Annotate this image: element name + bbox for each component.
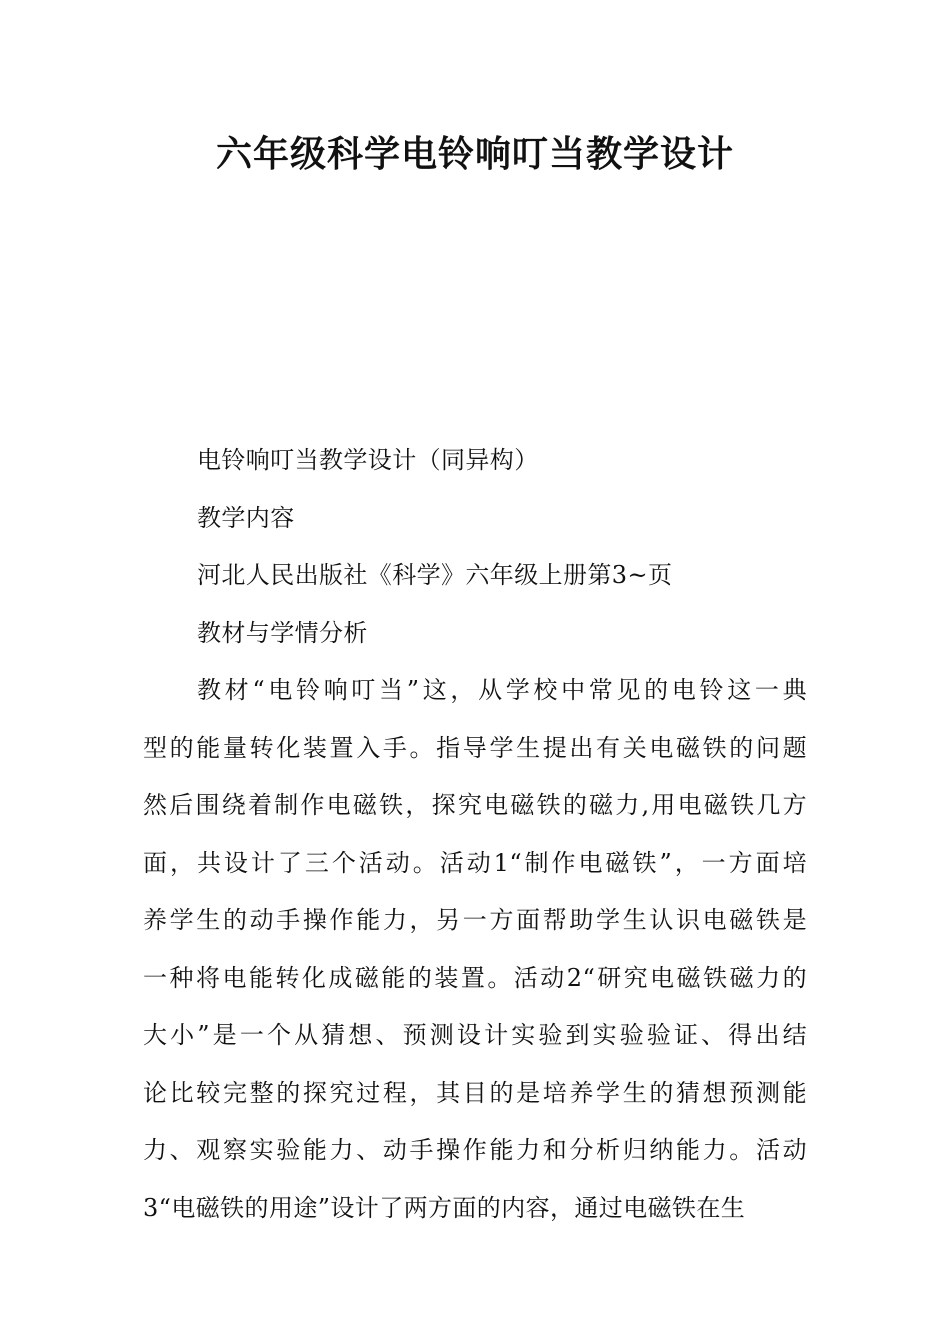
analysis-paragraph xyxy=(143,662,807,1237)
section-heading-analysis: 教材与学情分析 xyxy=(197,618,368,647)
paragraph-line: 养学生的动手操作能力，另一方面帮助学生认识电磁铁是 xyxy=(143,906,807,934)
document-title: 六年级科学电铃响叮当教学设计 xyxy=(215,133,734,175)
subtitle-line: 电铃响叮当教学设计（同异构） xyxy=(197,446,539,474)
document-body xyxy=(143,432,807,1237)
textbook-reference: 河北人民出版社《科学》六年级上册第3~页 xyxy=(197,561,673,589)
paragraph-line: 型的能量转化装置入手。指导学生提出有关电磁铁的问题 xyxy=(143,733,807,762)
paragraph-line: 3“电磁铁的用途”设计了两方面的内容，通过电磁铁在生 xyxy=(143,1193,746,1222)
paragraph-line: 论比较完整的探究过程，其目的是培养学生的猜想预测能 xyxy=(143,1078,807,1107)
paragraph-line: 一种将电能转化成磁能的装置。活动2“研究电磁铁磁力的 xyxy=(143,963,807,992)
section-heading-content: 教学内容 xyxy=(197,503,295,532)
paragraph-line: 教材“电铃响叮当”这，从学校中常见的电铃这一典 xyxy=(197,676,807,704)
paragraph-line: 然后围绕着制作电磁铁，探究电磁铁的磁力,用电磁铁几方 xyxy=(143,791,807,819)
paragraph-line: 面，共设计了三个活动。活动1“制作电磁铁”，一方面培 xyxy=(143,848,807,877)
paragraph-line: 力、观察实验能力、动手操作能力和分析归纳能力。活动 xyxy=(143,1136,807,1164)
paragraph-line: 大小”是一个从猜想、预测设计实验到实验验证、得出结 xyxy=(143,1021,807,1049)
